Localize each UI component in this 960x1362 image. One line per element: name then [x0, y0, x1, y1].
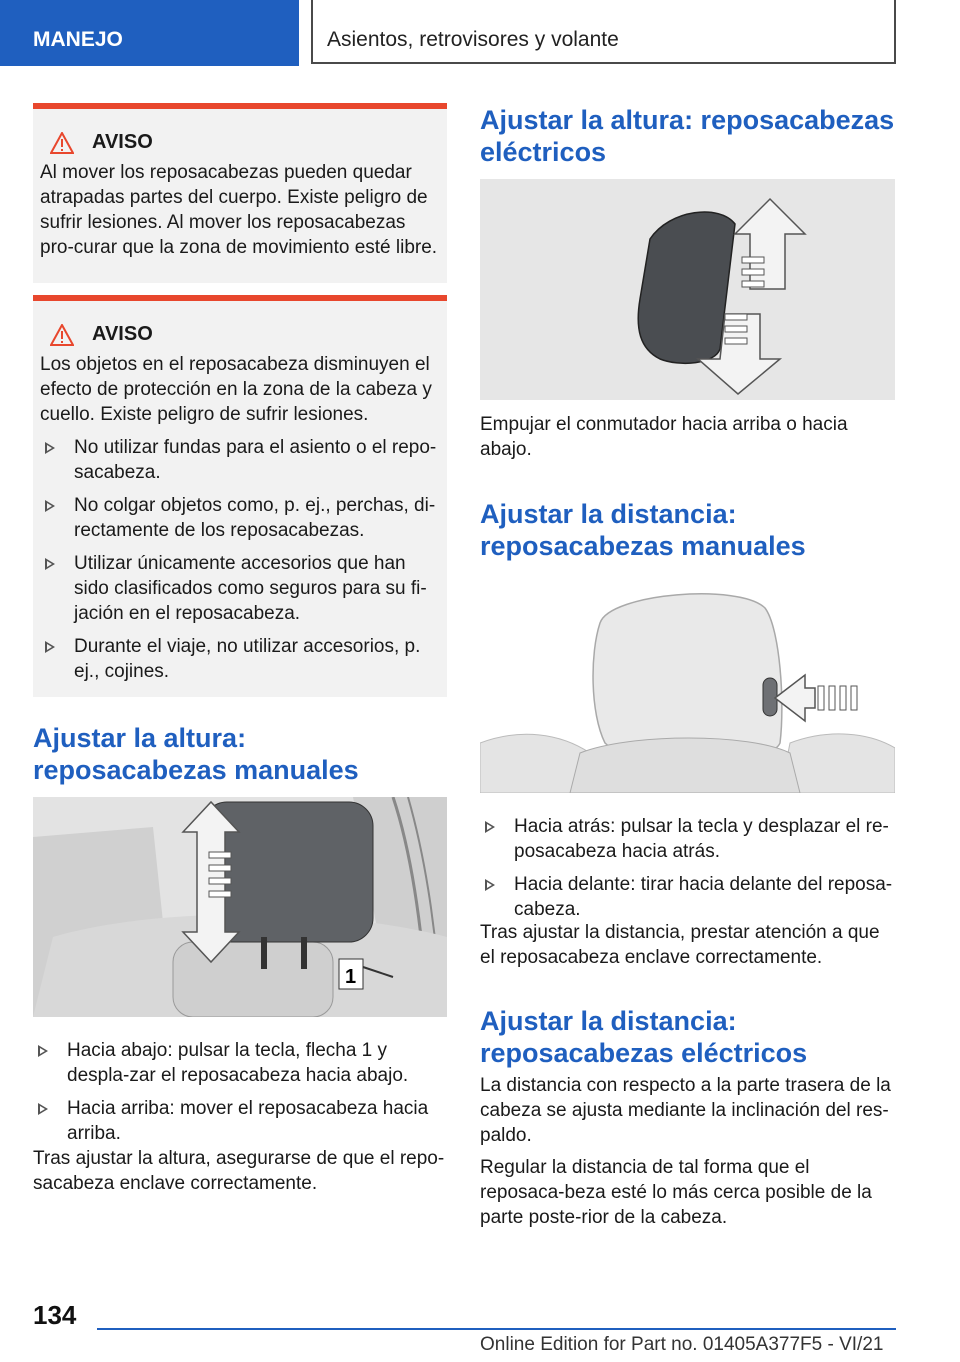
warning-triangle-icon [50, 132, 74, 154]
body-paragraph: Tras ajustar la altura, asegurarse de que el repo-sacabeza enclave correctamente. [33, 1148, 445, 1194]
chapter-title: Asientos, retrovisores y volante [311, 0, 896, 64]
triangle-bullet-icon [45, 442, 55, 454]
page-number: 134 [33, 1300, 77, 1330]
section-heading: Ajustar la altura: reposacabezas manuales [33, 723, 359, 785]
triangle-bullet-icon [485, 879, 495, 891]
body-paragraph: Regular la distancia de tal forma que el reposaca-beza esté lo más cerca posible de la parte poste-rior de la cabeza. [480, 1157, 872, 1228]
section-heading: Ajustar la altura: reposacabezas eléctricos [480, 105, 895, 167]
triangle-bullet-icon [45, 641, 55, 653]
triangle-bullet-icon [38, 1045, 48, 1057]
manual-height-list [33, 1038, 447, 1154]
section-tab: MANEJO [0, 0, 299, 66]
warning-box-2 [33, 295, 447, 697]
headrest-manual-height-illustration [33, 797, 447, 1017]
footer-divider [97, 1328, 896, 1330]
warning-box-1 [33, 103, 447, 283]
callout-label-1: 1 [345, 966, 357, 988]
warning-title: AVISO [50, 131, 439, 154]
section-heading: Ajustar la distancia: reposacabezas manuales [480, 499, 806, 561]
list-item: Hacia atrás: pulsar la tecla y desplazar el re-posacabeza hacia atrás. [480, 814, 896, 864]
list-item: Hacia delante: tirar hacia delante del reposa-cabeza. [480, 872, 896, 922]
headrest-electric-switch-illustration [480, 179, 895, 400]
list-item: Durante el viaje, no utilizar accesorios, p. ej., cojines. [40, 634, 439, 684]
warning-text: Los objetos en el reposacabeza disminuyen el efecto de protección en la zona de la cabeza y cuello. Existe peligro de sufrir lesiones. [40, 354, 432, 425]
triangle-bullet-icon [485, 821, 495, 833]
triangle-bullet-icon [45, 500, 55, 512]
section-heading: Ajustar la distancia: reposacabezas eléctricos [480, 1006, 808, 1068]
body-paragraph: Tras ajustar la distancia, prestar atención a que el reposacabeza enclave correctamente. [480, 922, 880, 968]
list-item: Hacia abajo: pulsar la tecla, flecha 1 y despla-zar el reposacabeza hacia abajo. [33, 1038, 447, 1088]
body-paragraph: Empujar el conmutador hacia arriba o hacia abajo. [480, 414, 848, 460]
list-item: Utilizar únicamente accesorios que han sido clasificados como seguros para su fi-jación en el reposacabeza. [40, 551, 439, 626]
list-item: Hacia arriba: mover el reposacabeza hacia arriba. [33, 1096, 447, 1146]
warning-text: Al mover los reposacabezas pueden quedar atrapadas partes del cuerpo. Existe peligro de sufrir lesiones. Al mover los reposacabezas pro-curar que la zona de movimiento esté libre. [40, 162, 438, 258]
edition-text: Online Edition for Part no. 01405A377F5 - VI/21 [480, 1334, 884, 1355]
list-item: No colgar objetos como, p. ej., perchas, di-rectamente de los reposacabezas. [40, 493, 439, 543]
manual-distance-list [480, 814, 896, 930]
warning-triangle-icon [50, 324, 74, 346]
body-paragraph: La distancia con respecto a la parte trasera de la cabeza se ajusta mediante la inclinación del res-paldo. [480, 1075, 891, 1146]
warning-title: AVISO [50, 323, 439, 346]
warning-list [40, 435, 439, 684]
triangle-bullet-icon [45, 558, 55, 570]
list-item: No utilizar fundas para el asiento o el repo-sacabeza. [40, 435, 439, 485]
headrest-manual-distance-illustration [480, 583, 895, 793]
triangle-bullet-icon [38, 1103, 48, 1115]
